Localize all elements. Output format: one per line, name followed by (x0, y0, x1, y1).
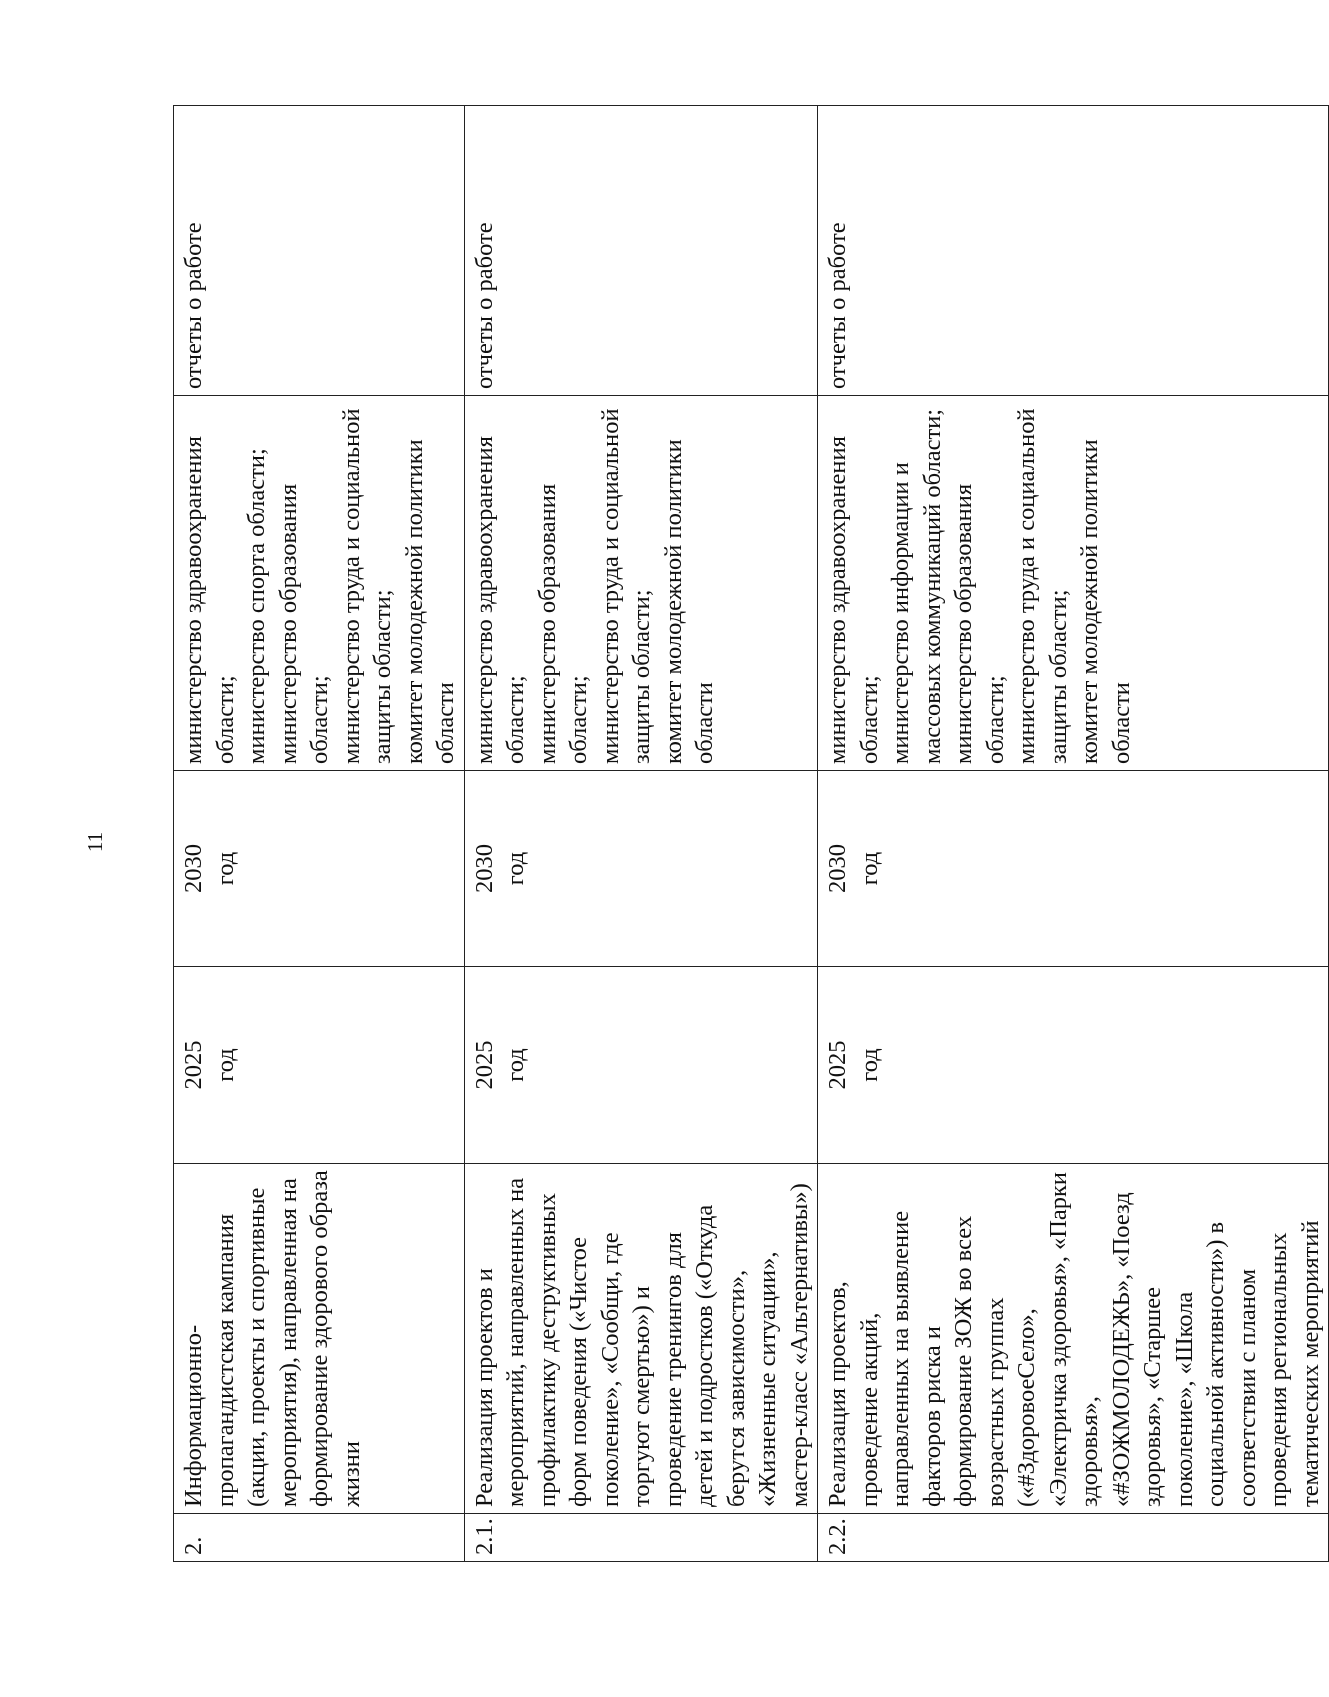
item-number: 2.1. (464, 1514, 818, 1562)
table-row (174, 106, 465, 1562)
executor-line: комитет молодежной политики области (1076, 439, 1135, 764)
executor-line: министерство труда и социальной защиты области; (337, 408, 396, 764)
start-year-unit: год (211, 1048, 239, 1082)
item-name: Информационно-пропагандистская кампания (акции, проекты и спортивные мероприятия), направленная на формирование здорового образа жизни (174, 1164, 465, 1514)
executor-line: комитет молодежной политики области (400, 439, 459, 764)
start-year: 2025 (470, 1040, 498, 1090)
table-row (818, 106, 1329, 1562)
start-year: 2025 (824, 1040, 851, 1090)
executor-line: министерство образования области; (274, 483, 333, 764)
expected-result: отчеты о работе (174, 106, 465, 396)
end-year-unit: год (211, 851, 239, 886)
executor-line: комитет молодежной политики области (659, 439, 718, 764)
executor-line: министерство здравоохранения области; (470, 436, 529, 764)
start-date (174, 967, 465, 1164)
action-plan-table (173, 105, 1329, 1562)
start-date (464, 967, 818, 1164)
table-row (464, 106, 818, 1562)
executors (464, 396, 818, 771)
expected-result: отчеты о работе (464, 106, 818, 396)
item-name: Реализация проектов, проведение акций, направленных на выявление факторов риска и формирование ЗОЖ во всех возрастных группах («#ЗдоровоеСело», «Электричка здоровья», «Парки здоровья», «#ЗОЖМОЛОДЕЖЬ», «Поезд здоровья», «Старшее поколение», «Школа социальной активности») в соответствии с планом проведения региональных тематических мероприятий (818, 1164, 1329, 1514)
executor-line: министерство образования области; (533, 483, 592, 764)
end-year: 2030 (180, 844, 207, 893)
end-year: 2030 (470, 844, 498, 893)
end-year: 2030 (824, 844, 851, 893)
executor-line: министерство здравоохранения области; (824, 436, 883, 764)
page-number: 11 (83, 831, 107, 853)
executors (818, 396, 1329, 771)
executor-line: министерство образования области; (950, 483, 1009, 764)
start-year-unit: год (855, 1048, 883, 1082)
executor-line: министерство здравоохранения области; (180, 436, 239, 764)
executor-line: министерство труда и социальной защиты области; (1013, 408, 1072, 764)
executor-line: министерство труда и социальной защиты области; (596, 408, 655, 764)
executor-line: министерство спорта области; (243, 448, 270, 764)
expected-result: отчеты о работе (818, 106, 1329, 396)
executor-line: министерство информации и массовых коммуникаций области; (887, 408, 946, 764)
end-year-unit: год (855, 851, 883, 886)
end-date (818, 771, 1329, 967)
end-date (174, 771, 465, 967)
rotated-table-container (173, 106, 1324, 1562)
item-number: 2.2. (818, 1514, 1329, 1562)
end-date (464, 771, 818, 967)
item-name: Реализация проектов и мероприятий, направленных на профилактику деструктивных форм поведения («Чистое поколение», «Сообщи, где торгуют смертью») и проведение тренингов для детей и подростков («Откуда берутся зависимости», «Жизненные ситуации», мастер-класс «Альтернативы») (464, 1164, 818, 1514)
start-year-unit: год (502, 1048, 529, 1082)
end-year-unit: год (502, 851, 529, 886)
start-date (818, 967, 1329, 1164)
executors (174, 396, 465, 771)
item-number: 2. (174, 1514, 465, 1562)
start-year: 2025 (180, 1040, 207, 1090)
